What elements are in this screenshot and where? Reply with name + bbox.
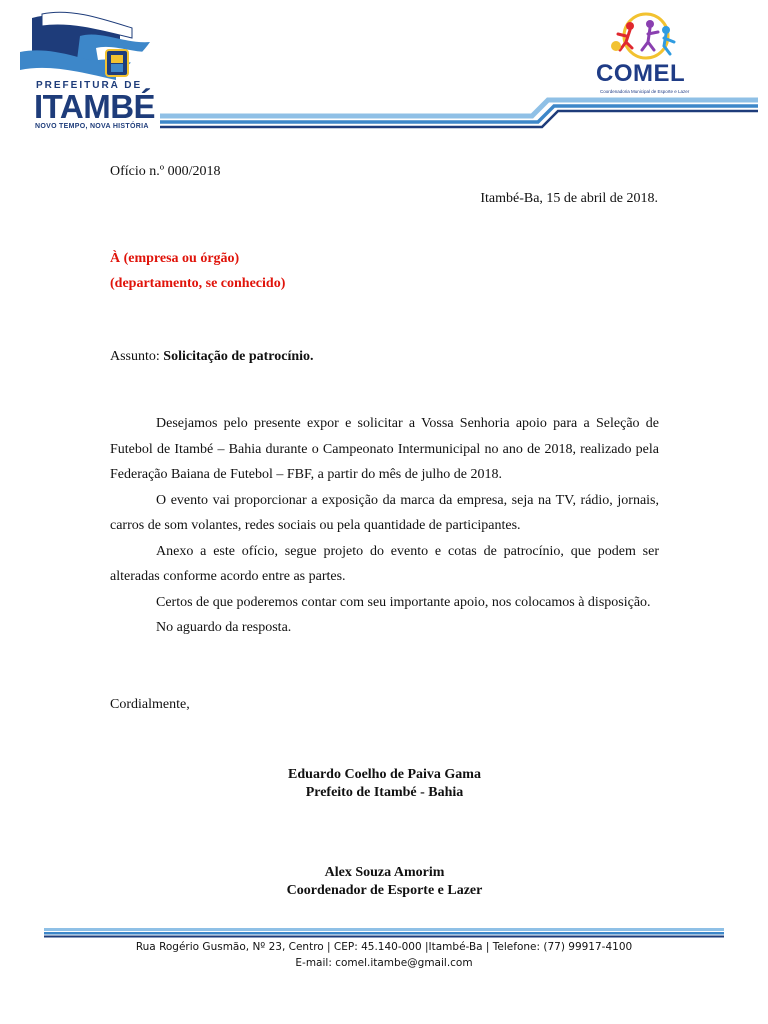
athletes-icon (586, 12, 706, 64)
letter-subject (110, 348, 314, 366)
header-stripes (150, 86, 768, 136)
logo-label-itambe: ITAMBÉ (34, 88, 156, 125)
body-paragraph: Certos de que poderemos contar com seu importante apoio, nos colocamos à disposição. (156, 594, 651, 610)
signatory-name: Alex Souza Amorim (324, 865, 445, 880)
body-paragraph: No aguardo da resposta. (156, 620, 292, 635)
signature-block-mayor (110, 766, 659, 802)
letter-place-date: Itambé-Ba, 15 de abril de 2018. (480, 191, 658, 206)
signatory-title: Prefeito de Itambé - Bahia (305, 785, 464, 800)
letter-body (110, 411, 659, 641)
prefeitura-logo (20, 8, 170, 136)
body-paragraph: Desejamos pelo presente expor e solicitar a Vossa Senhoria apoio para a Seleção de Futebol de Itambé – Bahia durante o Campeonato Intermunicipal no ano de 2018, realizado pela Federação Baiana de Futebol – FBF, a partir do mês de julho de 2018. (110, 416, 659, 482)
footer-address: Rua Rogério Gusmão, Nº 23, Centro | CEP: 45.140-000 |Itambé-Ba | Telefone: (77) 99917-4100 (135, 941, 633, 953)
comel-brand-text: COMEL (596, 60, 686, 87)
subject-text: Solicitação de patrocínio. (163, 349, 314, 364)
body-paragraph: Anexo a este ofício, segue projeto do evento e cotas de patrocínio, que podem ser alteradas conforme acordo entre as partes. (110, 543, 659, 584)
flag-icon (20, 8, 170, 88)
comel-tagline: Coordenadoria Municipal de Esporte e Lazer (600, 89, 690, 94)
signature-block-coordinator (110, 864, 659, 900)
letter-closing: Cordialmente, (110, 697, 190, 712)
logo-slogan: NOVO TEMPO, NOVA HISTÓRIA (35, 123, 149, 130)
logo-label-prefeitura: PREFEITURA DE (36, 80, 143, 91)
recipient-department: (departamento, se conhecido) (110, 276, 286, 291)
footer-rule (44, 928, 724, 938)
footer-email: E-mail: comel.itambe@gmail.com (295, 957, 473, 969)
signatory-name: Eduardo Coelho de Paiva Gama (288, 767, 481, 782)
subject-label: Assunto: (110, 349, 160, 364)
recipient-company: À (empresa ou órgão) (110, 251, 240, 266)
signatory-title: Coordenador de Esporte e Lazer (286, 883, 483, 898)
body-paragraph: O evento vai proporcionar a exposição da marca da empresa, seja na TV, rádio, jornais, carros de som volantes, redes sociais ou pela quantidade de participantes. (110, 492, 659, 533)
letter-reference: Ofício n.º 000/2018 (110, 164, 221, 179)
